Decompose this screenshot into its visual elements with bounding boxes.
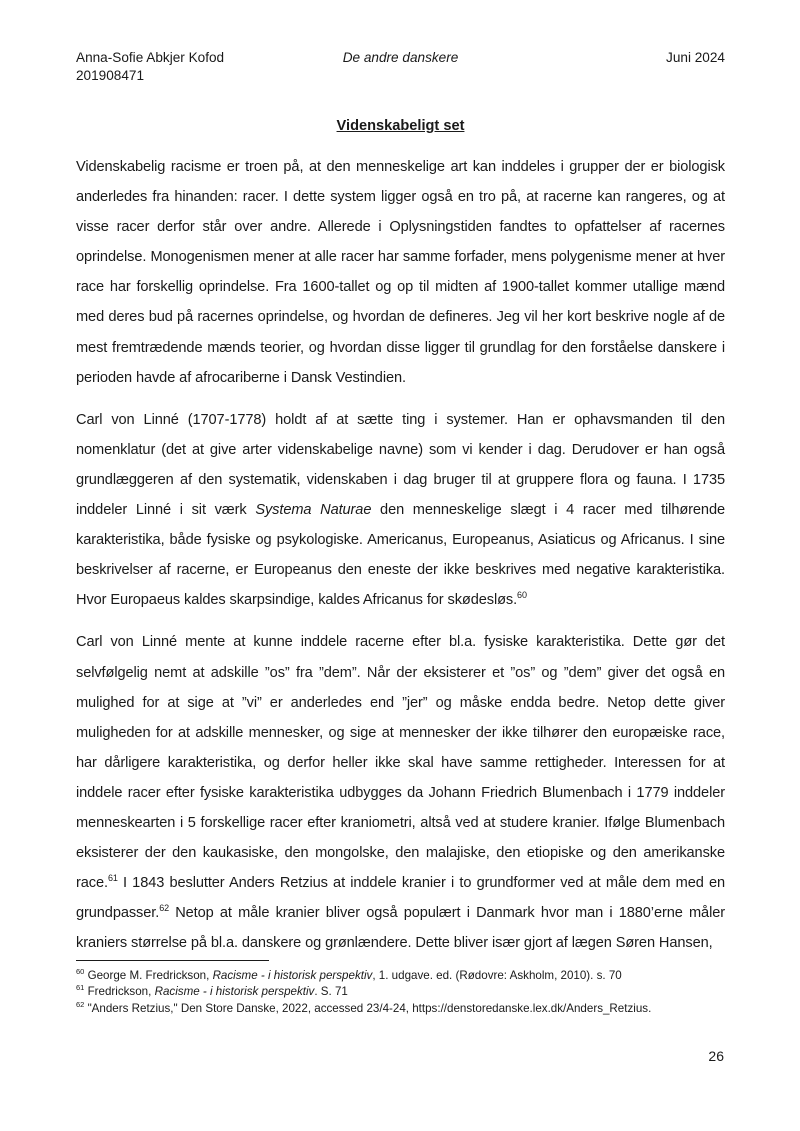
footnote-ref-60[interactable]: 60 [517,590,527,601]
footnote-ref-61[interactable]: 61 [107,873,118,884]
paragraph-2-text-b: den menneskelige slægt i 4 racer med tilhørende karakteristika, både fysiske og psykologiske. Americanus, Europeanus, Asiaticus og Africanus. I sine beskrivelser af racerne, er Europeanus den eneste der ikke beskrives med negative karakteristika. Hvor Europaeus kaldes skarpsindige, kaldes Africanus for skødesløs. [76,502,725,609]
footnote-text: "Anders Retzius," Den Store Danske, 2022, accessed 23/4-24, https://denstoredanske.lex.dk/Anders_Retzius. [84,1001,652,1015]
footnotes [76,968,725,1017]
header-author: Anna-Sofie Abkjer Kofod [76,50,225,65]
body-text [76,152,725,970]
footnote-text: Fredrickson, [84,985,155,999]
footnote-number: 62 [76,999,85,1009]
footnote-text: , 1. udgave. ed. (Rødovre: Askholm, 2010). s. 70 [372,969,622,982]
header-student-id: 201908471 [76,68,145,83]
header-date: Juni 2024 [666,50,725,65]
page-number: 26 [708,1048,724,1064]
paragraph-2-text-a: Carl von Linné (1707-1778) holdt af at sætte ting i systemer. Han er ophavsmanden til den nomenklatur (det at give arter videnskabelige navne) som vi kender i dag. Derudover er han også grundlæggeren af den systematik, videnskaben i dag bruger til at gruppere flora og fauna. I 1735 inddeler Linné i sit værk [76,411,725,519]
footnote-italic: Racisme - i historisk perspektiv [212,969,373,982]
footnote-separator [76,960,269,961]
paragraph-3-text-a: Carl von Linné mente at kunne inddele racerne efter bl.a. fysiske karakteristika. Dette gør det selvfølgelig nemt at adskille ”os” fra ”dem”. Når der eksisterer et ”os” og ”dem” giver det også en mulighed for at sige at ”vi” er anderledes end ”jer” og måske endda bedre. Netop dette giver muligheden for at adskille mennesker, og sige at mennesker der ikke tilhører den europæiske race, har dårligere karakteristika, og derfor heller ikke skal have samme rettigheder. Interessen for at inddele racer efter fysiske karakteristika udbygges da Johann Friedrich Blumenbach i 1779 inddeler menneskearten i 5 forskellige racer efter kraniometri, altså ved at studere kranier. Ifølge Blumenbach eksisterer der den kaukasiske, den mongolske, den malajiske, den etiopiske og den amerikanske race. [76,634,725,892]
paragraph-3-text-c: Netop at måle kranier bliver også populært i Danmark hvor man i 1880’erne måler kraniers størrelse på bl.a. danskere og grønlændere. Dette bliver især gjort af lægen Søren Hansen, [76,905,725,952]
paragraph-1: Videnskabelig racisme er troen på, at den menneskelige art kan inddeles i grupper der er biologisk anderledes fra hinanden: racer. I dette system ligger også en tro på, at racerne kan rangeres, og at visse racer derfor står over andre. Allerede i Oplysningstiden fandtes to opfattelser af racernes oprindelse. Monogenismen mener at alle racer har samme forfader, mens polygenisme mener at hver race har forskellig oprindelse. Fra 1600-tallet og op til midten af 1900-tallet kommer utallige mænd med deres bud på racernes oprindelse, og hvordan de defineres. Jeg vil her kort beskrive nogle af de mest fremtrædende mænds teorier, og hvordan disse ligger til grundlag for den forståelse danskere i perioden havde af afrocariberne i Dansk Vestindien. [76,159,725,386]
footnote-text: . S. 71 [314,985,348,999]
footnote-ref-62[interactable]: 62 [159,903,169,914]
header-document-title: De andre danskere [342,50,459,65]
footnote-italic: Racisme - i historisk perspektiv [154,985,315,999]
paragraph-2 [76,405,725,616]
footnote-text: George M. Fredrickson, [84,969,213,982]
footnote-62 [76,1001,725,1017]
section-title: Videnskabeligt set [336,118,465,134]
footnote-number: 61 [76,983,85,993]
footnote-60 [76,968,725,984]
paragraph-3 [76,627,725,958]
paragraph-2-work-title: Systema Naturae [255,502,372,519]
paragraph-3-text-b: I 1843 beslutter Anders Retzius at inddele kranier i to grundformer ved at måle dem med en grundpasser. [76,875,725,922]
footnote-number: 60 [76,967,85,977]
footnote-61 [76,984,725,1000]
